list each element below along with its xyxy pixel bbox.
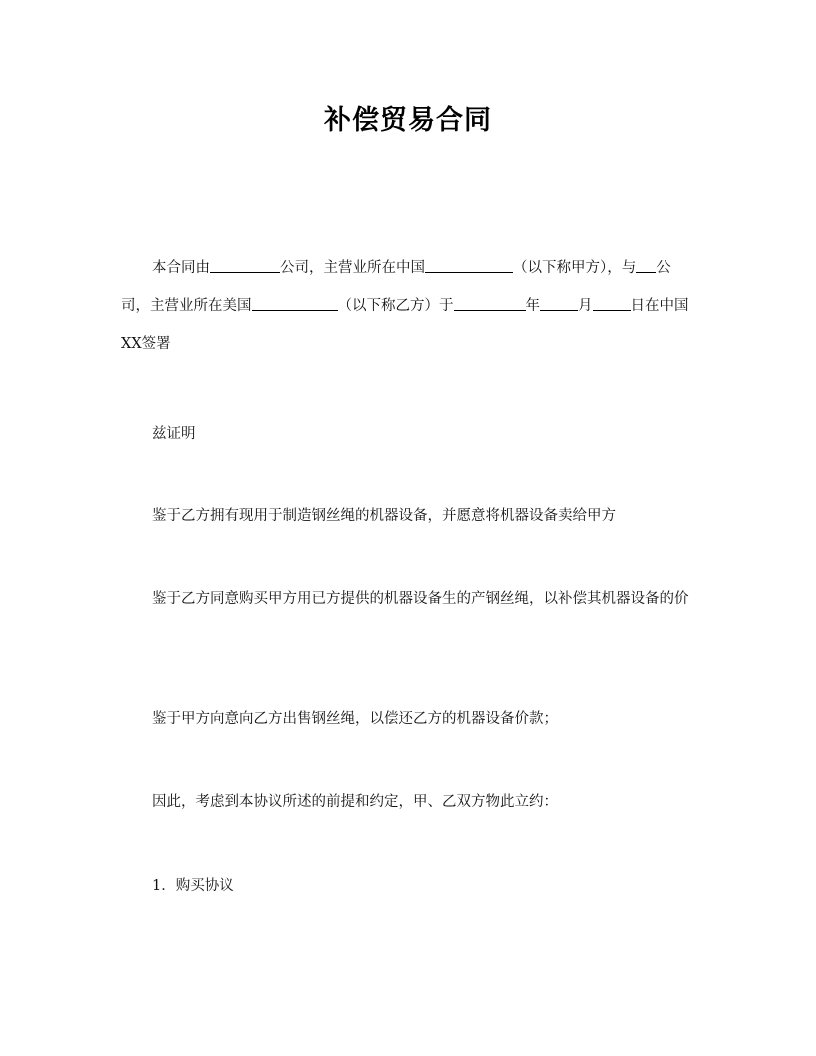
intro-text-8: 日在中国XX签署 [121, 298, 689, 352]
therefore-paragraph: 因此，考虑到本协议所述的前提和约定，甲、乙双方物此立约： [152, 794, 558, 810]
intro-text-2: 公司，主营业所在中国 [280, 260, 425, 276]
witness-paragraph: 兹证明 [152, 426, 196, 442]
intro-text-5: （以下称乙方）于 [337, 298, 454, 314]
blank-month[interactable] [540, 294, 578, 311]
intro-text-7: 月 [578, 298, 593, 314]
blank-year[interactable] [454, 294, 526, 311]
blank-party-b-address[interactable] [252, 294, 338, 311]
blank-party-a-address[interactable] [425, 256, 513, 273]
document-title: 补偿贸易合同 [324, 105, 492, 136]
intro-text-3: （以下称甲方），与 [513, 260, 637, 276]
whereas-paragraph-3: 鉴于甲方向意向乙方出售钢丝绳，以偿还乙方的机器设备价款； [152, 711, 558, 727]
intro-text-6: 年 [525, 298, 540, 314]
whereas-paragraph-2: 鉴于乙方同意购买甲方用已方提供的机器设备生的产钢丝绳，以补偿其机器设备的价 [152, 591, 689, 607]
intro-text-4: 公司，主营业所在美国 [121, 260, 671, 314]
blank-party-a-company[interactable] [210, 256, 280, 273]
intro-text-1: 本合同由 [152, 260, 210, 276]
blank-party-b-company[interactable] [636, 256, 656, 273]
blank-day[interactable] [593, 294, 631, 311]
section-1-heading: 1．购买协议 [152, 878, 234, 894]
whereas-paragraph-1: 鉴于乙方拥有现用于制造钢丝绳的机器设备，并愿意将机器设备卖给甲方 [152, 508, 616, 524]
intro-paragraph [121, 249, 699, 363]
